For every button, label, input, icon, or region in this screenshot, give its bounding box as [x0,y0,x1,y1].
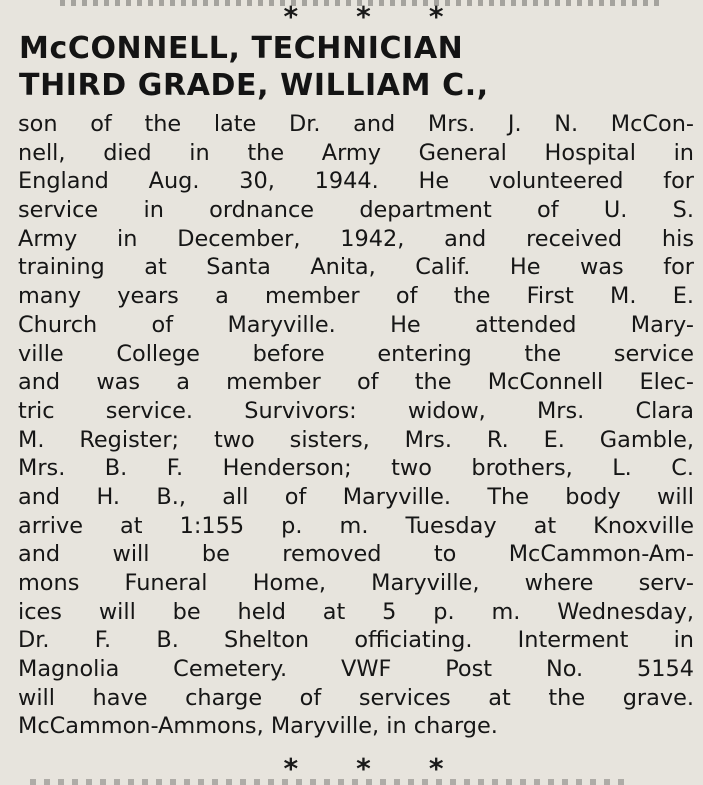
clipping-bottom-edge [30,779,630,785]
star-glyph: * [356,0,371,33]
obituary-body [18,110,694,741]
body-line: son of the late Dr. and Mrs. J. N. McCon- [18,111,694,137]
headline-line: THIRD GRADE, WILLIAM C., [19,68,489,103]
body-line: and H. B., all of Maryville. The body will [18,483,694,510]
star-glyph: * [283,0,299,33]
body-line: tric service. Survivors: widow, Mrs. Clara [18,397,694,424]
body-line: training at Santa Anita, Calif. He was for [18,254,694,281]
headline-line: McCONNELL, TECHNICIAN [19,31,464,66]
body-line: ices will be held at 5 p. m. Wednesday, [18,598,694,625]
body-line: nell, died in the Army General Hospital in [18,139,694,166]
body-line: McCammon-Ammons, Maryville, in charge. [18,713,498,740]
star-glyph: * [428,0,444,33]
body-line: and was a member of the McConnell Elec- [18,369,694,396]
star-glyph: * [283,752,299,785]
body-line: M. Register; two sisters, Mrs. R. E. Gamble, [18,426,694,453]
obituary-headline [19,30,699,104]
body-line: England Aug. 30, 1944. He volunteered for [18,168,694,195]
body-line: Church of Maryville. He attended Mary- [18,311,694,338]
body-line: many years a member of the First M. E. [18,283,694,310]
body-line: mons Funeral Home, Maryville, where serv- [18,570,694,596]
body-line: ville College before entering the service [18,340,694,367]
ornament-stars-top [0,0,703,33]
star-glyph: * [428,752,444,785]
body-line: Dr. F. B. Shelton officiating. Interment in [18,627,694,654]
body-line: Magnolia Cemetery. VWF Post No. 5154 [18,656,694,683]
star-glyph: * [356,752,371,785]
body-line: arrive at 1:155 p. m. Tuesday at Knoxville [18,512,694,539]
body-line: service in ordnance department of U. S. [18,197,694,224]
body-line: and will be removed to McCammon-Am- [18,541,694,568]
body-line: Army in December, 1942, and received his [18,225,694,252]
body-line: Mrs. B. F. Henderson; two brothers, L. C. [18,455,694,482]
body-line: will have charge of services at the grave. [18,684,694,711]
